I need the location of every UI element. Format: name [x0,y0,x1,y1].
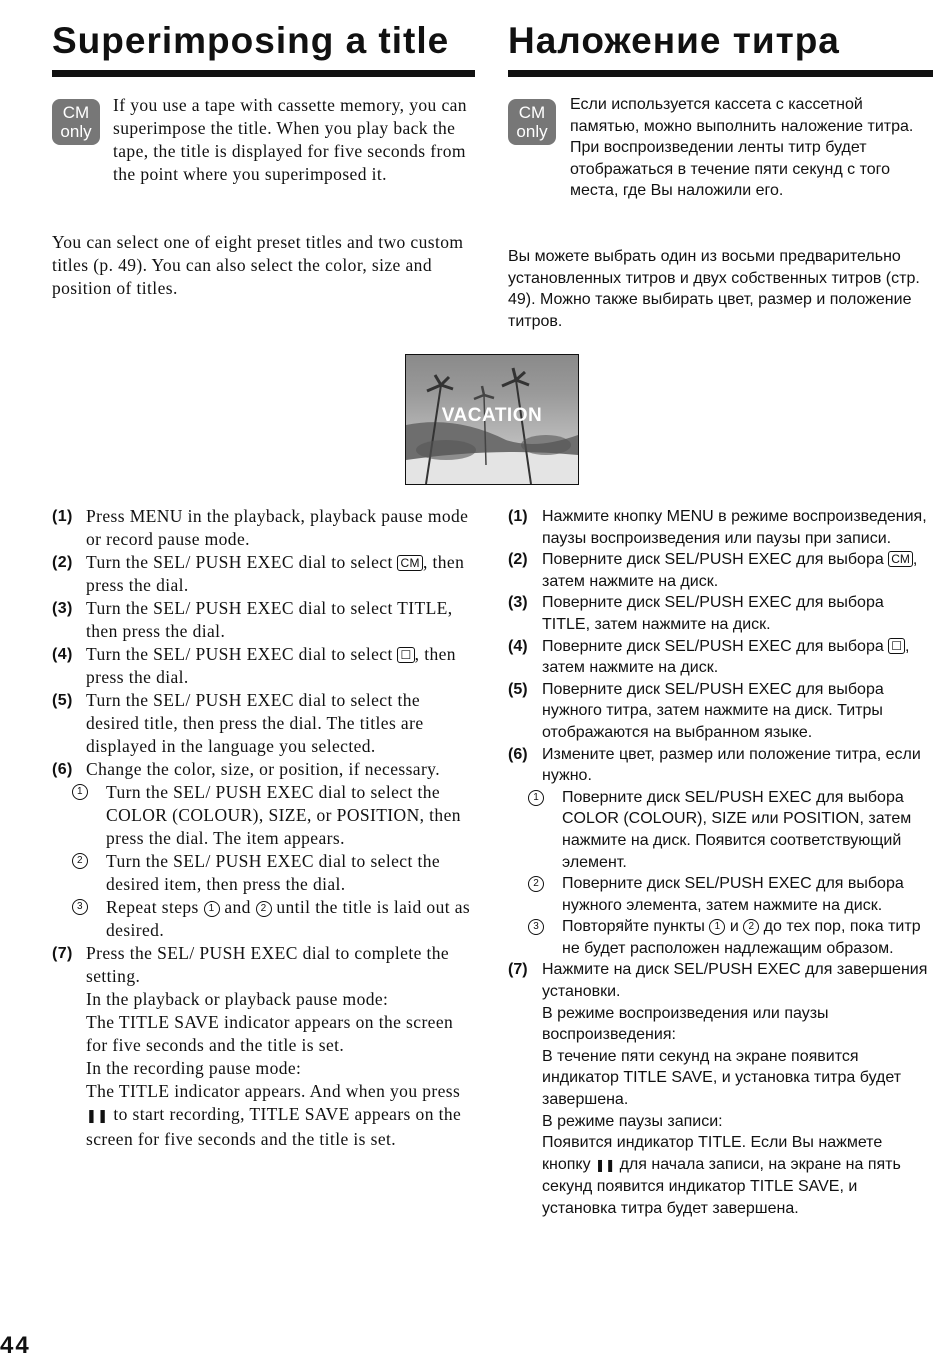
step-1-en: (1) Press MENU in the playback, playback pause mode or record pause mode. [52,506,469,549]
title-preview-image [405,354,579,485]
title-rule-ru [508,70,933,77]
cm-note-ru: Если используется кассета с кассетной памятью, можно выполнить наложение титра. При воспроизведении ленты титр будет отображаться в течение пяти секунд с того места, где Вы наложили его. [570,96,914,200]
title-rule-en [52,70,475,77]
step-5-en: (5) Turn the SEL/ PUSH EXEC dial to select the desired title, then press the dial. The titles are displayed in the language you selected. [52,690,424,756]
page-title-en: Superimposing a title [52,20,450,61]
step-2-en: (2) Turn the SEL/ PUSH EXEC dial to select CM , then press the dial. [52,552,465,595]
step-3-ru: (3) Поверните диск SEL/PUSH EXEC для выбора TITLE, затем нажмите на диск. [508,594,884,633]
step-7-ru: (7) Нажмите на диск SEL/PUSH EXEC для завершения установки. В режиме воспроизведения или паузы воспроизведения: В течение пяти секунд на экране появится индикатор TITLE SAVE, и установка титра будет завершена. В режиме паузы записи: Появится индикатор TITLE. Если Вы нажмете кнопку ❚❚ для начала записи, на экране на пять секунд появится индикатор TITLE SAVE, и установка титра будет завершена. [508,961,928,1217]
pause-icon: ❚❚ [595,1157,616,1172]
cm-only-badge-en: CM only [52,99,100,145]
custom-menu-icon: CM [888,551,913,567]
pause-icon: ❚❚ [86,1109,109,1124]
sub-step-1-ru: 1 Поверните диск SEL/PUSH EXEC для выбора COLOR (COLOUR), SIZE или POSITION, затем нажмите на диск. Появится соответствующий элемент. [542,787,933,873]
steps-list-ru [508,506,933,1220]
tape-menu-icon: ☐ [397,647,414,663]
step-3-en: (3) Turn the SEL/ PUSH EXEC dial to select TITLE, then press the dial. [52,598,453,641]
cm-only-badge-ru: CM only [508,99,556,145]
intro-ru: Вы можете выбрать один из восьми предварительно установленных титров и двух собственных титров (стр. 49). Можно также выбирать цвет, размер и положение титров. [508,248,920,330]
photo-caption: VACATION [441,405,543,426]
step-6-ru: (6) Измените цвет, размер или положение титра, если нужно. 1 Поверните диск SEL/PUSH EXEC для выбора COLOR (COLOUR), SIZE или POSITION, затем нажмите на диск. Появится соответствующий элемент. 2 Поверните диск SEL/PUSH EXEC для выбора нужного элемента, затем нажмите на диск. 3 Повторяйте пункты 1 и 2 до тех пор, пока титр не будет расположен надлежащим образом. [508,744,933,960]
sub-step-2-en: 2 Turn the SEL/ PUSH EXEC dial to select the desired item, then press the dial. [86,850,477,896]
step-7-en: (7) Press the SEL/ PUSH EXEC dial to complete the setting. In the playback or playback pause mode: The TITLE SAVE indicator appears on the screen for five seconds and the title is set. In the recording pause mode: The TITLE indicator appears. And when you press ❚❚ to start recording, TITLE SAVE appears on the screen for five seconds and the title is set. [52,943,462,1149]
custom-menu-icon: CM [397,555,422,571]
steps-list-en [52,505,477,1151]
sub-step-1-en: 1 Turn the SEL/ PUSH EXEC dial to select the COLOR (COLOUR), SIZE, or POSITION, then press the dial. The item appears. [86,781,477,850]
intro-en: You can select one of eight preset titles and two custom titles (p. 49). You can also select the color, size and position of titles. [52,232,464,298]
step-1-ru: (1) Нажмите кнопку MENU в режиме воспроизведения, паузы воспроизведения или паузы при записи. [508,508,927,547]
page-title-ru: Наложение титра [508,20,840,61]
step-4-en: (4) Turn the SEL/ PUSH EXEC dial to select ☐ , then press the dial. [52,644,456,687]
sub-steps-ru [533,787,933,960]
sub-step-2-ru: 2 Поверните диск SEL/PUSH EXEC для выбора нужного элемента, затем нажмите на диск. [542,873,933,916]
sub-steps-en [77,781,477,942]
step-5-ru: (5) Поверните диск SEL/PUSH EXEC для выбора нужного титра, затем нажмите на диск. Титры отображаются на выбранном языке. [508,680,884,741]
step-2-ru: (2) Поверните диск SEL/PUSH EXEC для выбора CM , затем нажмите на диск. [508,551,918,590]
page-number: 44 [0,1332,31,1359]
step-4-ru: (4) Поверните диск SEL/PUSH EXEC для выбора ☐ , затем нажмите на диск. [508,637,910,677]
cm-note-en: If you use a tape with cassette memory, you can superimpose the title. When you play back the tape, the title is displayed for five seconds from the point where you superimposed it. [113,95,467,184]
sub-step-3-en: 3 Repeat steps 1 and 2 until the title is laid out as desired. [86,896,477,942]
sub-step-3-ru: 3 Повторяйте пункты 1 и 2 до тех пор, пока титр не будет расположен надлежащим образом. [542,916,933,959]
step-6-en: (6) Change the color, size, or position, if necessary. 1 Turn the SEL/ PUSH EXEC dial to select the COLOR (COLOUR), SIZE, or POSITION, then press the dial. The item appears. 2 Turn the SEL/ PUSH EXEC dial to select the desired item, then press the dial. 3 Repeat steps 1 and 2 until the title is laid out as desired. [52,758,477,942]
tape-menu-icon: ☐ [888,638,905,654]
